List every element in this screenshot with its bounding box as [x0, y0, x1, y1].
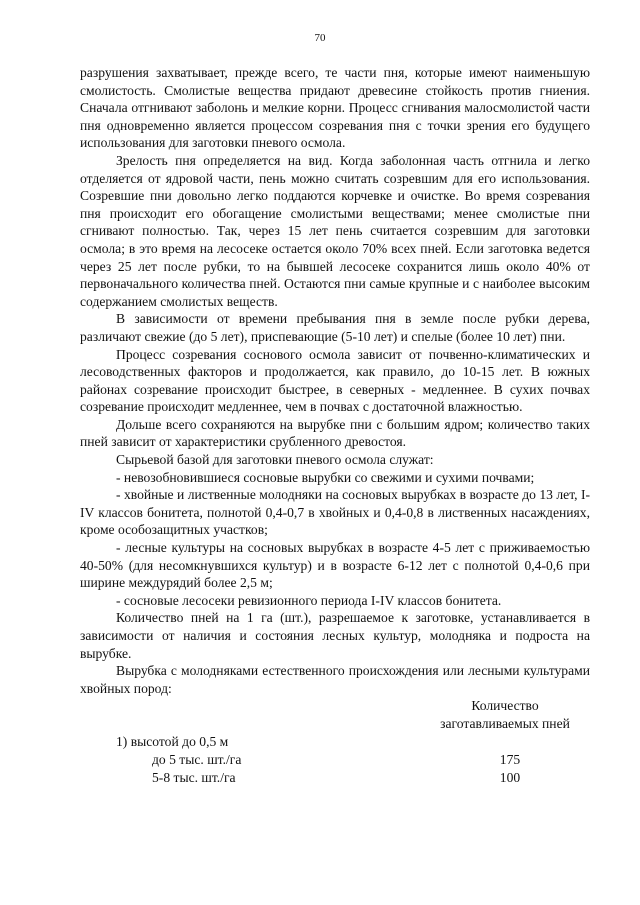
table-row-label: 5-8 тыс. шт./га	[152, 770, 236, 786]
raw-material-list	[80, 469, 590, 610]
header-line: Количество	[471, 698, 539, 714]
table-row-value: 100	[499, 770, 521, 786]
header-line: заготавливаемых пней	[440, 715, 570, 731]
stump-count-table	[80, 697, 590, 787]
paragraph: Дольше всего сохраняются на вырубке пни с большим ядром; количество таких пней зависит от характеристики срубленного древостоя.	[80, 416, 590, 450]
page-number: 70	[314, 32, 326, 44]
table-column-header	[425, 697, 585, 732]
table-row-label: до 5 тыс. шт./га	[152, 752, 242, 768]
paragraph: Вырубка с молодняками естественного происхождения или лесными культурами хвойных пород:	[80, 663, 590, 696]
list-item: - лесные культуры на сосновых вырубках в возрасте 4-5 лет с приживаемостью 40-50% (для несомкнувшихся культур) и в возрасте 6-12 лет с полнотой 0,4-0,6 при ширине междурядий более 2,5 м;	[80, 540, 590, 591]
list-item: - сосновые лесосеки ревизионного периода I-IV классов бонитета.	[116, 592, 502, 608]
paragraph: Сырьевой базой для заготовки пневого осмола служат:	[116, 452, 434, 468]
list-item: - невозобновившиеся сосновые вырубки со свежими и сухими почвами;	[116, 469, 535, 485]
list-item: - хвойные и лиственные молодняки на сосновых вырубках в возрасте до 13 лет, I-IV классов бонитета, полнотой 0,4-0,7 в хвойных и 0,4-0,8 в лиственных насаждениях, кроме особозащитных участков;	[80, 487, 590, 538]
paragraph: Количество пней на 1 га (шт.), разрешаемое к заготовке, устанавливается в зависимости от наличия и состояния лесных культур, молодняка и подроста на вырубке.	[80, 610, 590, 661]
document-body	[80, 64, 590, 787]
paragraph: разрушения захватывает, прежде всего, те части пня, которые имеют наименьшую смолистость. Смолистые вещества придают древесине стойкость против гниения. Сначала отгнивают заболонь и мелкие корни. Процесс сгнивания малосмолистой части пня одновременно является процессом созревания пня с точки зрения его будущего использования для заготовки пневого осмола.	[80, 65, 590, 151]
paragraph: Зрелость пня определяется на вид. Когда заболонная часть отгнила и легко отделяется от ядровой части, пень можно считать созревшим для его использования. Созревшие пни довольно легко поддаются корчевке и очистке. Во время созревания пня происходит его обогащение смолистыми веществами; менее смолистые пни сгнивают полностью. Так, через 15 лет пень считается созревшим для заготовки осмола; в это время на лесосеке остается около 70% всех пней. Если заготовка ведется через 25 лет после рубки, то на бывшей лесосеке сохранится лишь около 40% от первоначального количества пней. Остаются пни самые крупные и с наиболее высоким содержанием смолистых веществ.	[80, 152, 590, 309]
table-row-value: 175	[499, 752, 521, 768]
paragraph: Процесс созревания соснового осмола зависит от почвенно-климатических и лесоводственных факторов и продолжается, как правило, до 10-15 лет. В южных районах созревание происходит быстрее, в северных - медленнее. В сухих почвах созревание происходит медленнее, чем в почвах с достаточной влажностью.	[80, 346, 590, 415]
paragraph: В зависимости от времени пребывания пня в земле после рубки дерева, различают свежие (до 5 лет), приспевающие (5-10 лет) и спелые (более 10 лет) пни.	[80, 311, 590, 344]
table-group-label: 1) высотой до 0,5 м	[116, 734, 229, 750]
